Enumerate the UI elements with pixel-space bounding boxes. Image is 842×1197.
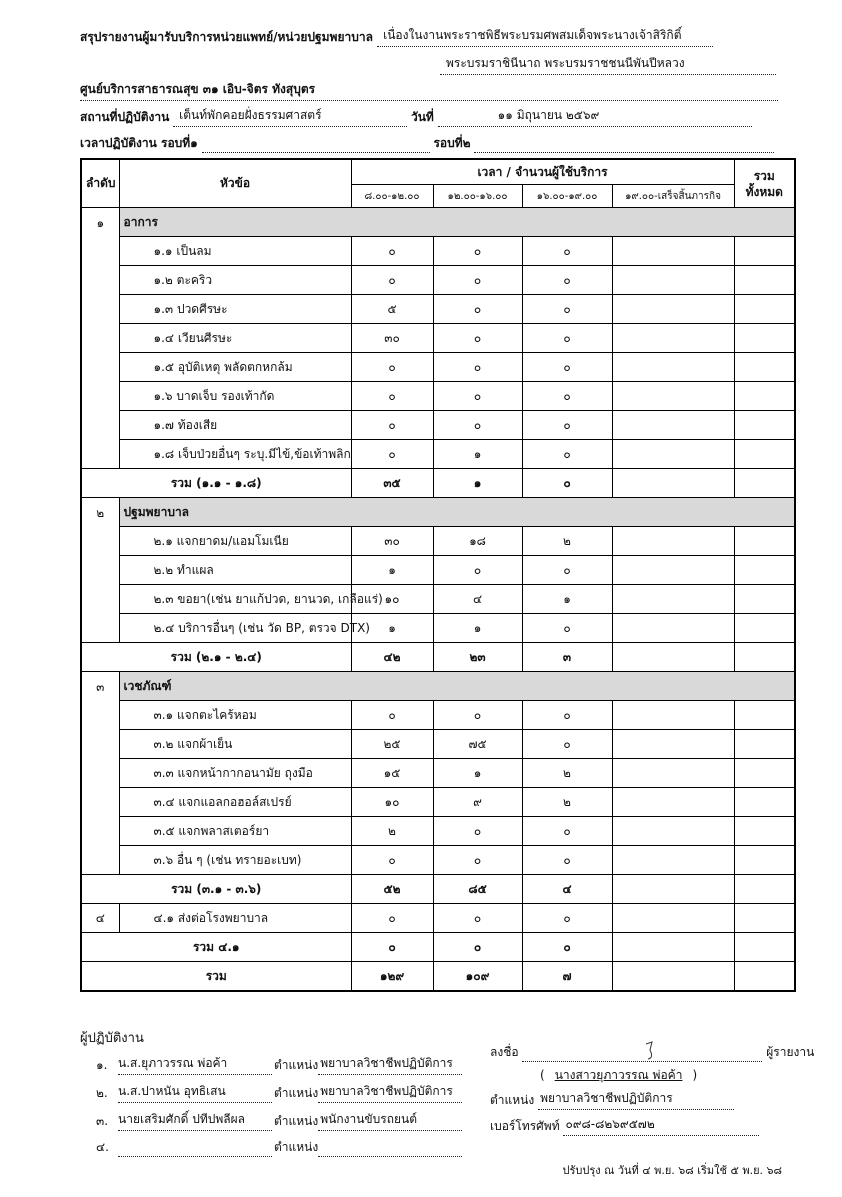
- grand-total-row: [81, 962, 795, 992]
- staff-row: [96, 1138, 462, 1157]
- signature-line: [490, 1043, 814, 1062]
- section-total-label: รวม (๒.๑ - ๒.๔): [81, 643, 351, 672]
- time-slot-header: ๑๒.๐๐-๑๖.๐๐: [433, 185, 522, 208]
- col-topic-header: หัวข้อ: [119, 159, 351, 208]
- section-total-empty: [612, 469, 734, 498]
- item-total-empty: [734, 440, 795, 469]
- event-line2: พระบรมราชินีนาถ พระบรมราชชนนีพันปีหลวง: [440, 54, 776, 75]
- section-total-empty: [734, 469, 795, 498]
- grand-total-value: ๑๐๙: [433, 962, 522, 992]
- item-value: ๐: [433, 266, 522, 295]
- section-total-value: ๑: [433, 469, 522, 498]
- item-value: ๑: [433, 759, 522, 788]
- section-total-row: [81, 933, 795, 962]
- item-label: ๔.๑ ส่งต่อโรงพยาบาล: [119, 904, 351, 933]
- item-value: ๒: [351, 817, 433, 846]
- staff-heading: ผู้ปฏิบัติงาน: [80, 1031, 144, 1046]
- staff-name: น.ส.ปาหนัน อุทธิเสน: [118, 1082, 272, 1103]
- section-total-value: ๐: [522, 469, 612, 498]
- staff-number: ๔.: [96, 1140, 109, 1154]
- item-total-empty: [734, 353, 795, 382]
- table-row: [81, 788, 795, 817]
- section-total-row: [81, 643, 795, 672]
- item-value: ๐: [522, 237, 612, 266]
- report-title: สรุปรายงานผู้มารับบริการหน่วยแพทย์/หน่วยปฐมพยาบาล: [80, 30, 373, 44]
- item-label: ๓.๖ อื่น ๆ (เช่น ทรายอะเบท): [119, 846, 351, 875]
- item-total-empty: [734, 527, 795, 556]
- center-name: ศูนย์บริการสาธารณสุข ๓๑ เอิบ-จิตร ทังสุบุตร: [80, 80, 778, 101]
- section-number: ๔: [81, 904, 119, 933]
- section-total-row: [81, 469, 795, 498]
- reporter-name: นางสาวยุภาวรรณ พ่อค้า: [554, 1068, 683, 1082]
- item-total-empty: [734, 759, 795, 788]
- round2-field: [474, 137, 774, 153]
- item-total-empty: [734, 614, 795, 643]
- item-value-empty: [612, 701, 734, 730]
- item-label: ๓.๔ แจกแอลกอฮอล์สเปรย์: [119, 788, 351, 817]
- item-value: ๐: [351, 701, 433, 730]
- item-label: ๑.๔ เวียนศีรษะ: [119, 324, 351, 353]
- section-row: [81, 208, 795, 237]
- staff-position: พยาบาลวิชาชีพปฏิบัติการ: [318, 1054, 462, 1075]
- table-row: [81, 353, 795, 382]
- section-total-row: [81, 875, 795, 904]
- staff-position-label: ตำแหน่ง: [274, 1140, 319, 1154]
- item-value-empty: [612, 788, 734, 817]
- col-no-header: ลำดับ: [81, 159, 119, 208]
- item-total-empty: [734, 730, 795, 759]
- item-total-empty: [734, 556, 795, 585]
- item-label: ๒.๑ แจกยาดม/แอมโมเนีย: [119, 527, 351, 556]
- col-time-group-header: เวลา / จำนวนผู้ใช้บริการ: [351, 159, 734, 185]
- item-label: ๑.๓ ปวดศีรษะ: [119, 295, 351, 324]
- item-value: ๙: [433, 788, 522, 817]
- staff-number: ๒.: [96, 1086, 108, 1100]
- item-value-empty: [612, 382, 734, 411]
- item-total-empty: [734, 817, 795, 846]
- reporter-position-label: ตำแหน่ง: [490, 1093, 535, 1107]
- time-slot-header: ๑๖.๐๐-๑๙.๐๐: [522, 185, 612, 208]
- table-row: [81, 324, 795, 353]
- item-label: ๑.๘ เจ็บป่วยอื่นๆ ระบุ.มีไข้,ข้อเท้าพลิก: [119, 440, 351, 469]
- section-total-label: รวม (๑.๑ - ๑.๘): [81, 469, 351, 498]
- section-total-empty: [734, 933, 795, 962]
- item-value: ๒๕: [351, 730, 433, 759]
- reporter-position: พยาบาลวิชาชีพปฏิบัติการ: [538, 1089, 734, 1110]
- item-value: ๐: [522, 266, 612, 295]
- grand-total-label: รวม: [81, 962, 351, 992]
- section-total-value: ๒๓: [433, 643, 522, 672]
- item-label: ๓.๓ แจกหน้ากากอนามัย ถุงมือ: [119, 759, 351, 788]
- item-value: ๐: [433, 556, 522, 585]
- item-value: ๐: [522, 382, 612, 411]
- item-total-empty: [734, 701, 795, 730]
- item-value: ๐: [433, 237, 522, 266]
- item-value-empty: [612, 730, 734, 759]
- item-value: ๑: [433, 440, 522, 469]
- item-value: ๐: [351, 266, 433, 295]
- section-row: [81, 498, 795, 527]
- table-row: [81, 614, 795, 643]
- table-row: [81, 701, 795, 730]
- item-value: ๔: [433, 585, 522, 614]
- signature-scribble: [642, 1040, 662, 1062]
- section-total-empty: [734, 643, 795, 672]
- section-total-empty: [612, 875, 734, 904]
- location-label: สถานที่ปฏิบัติงาน: [80, 110, 170, 124]
- item-label: ๒.๓ ขอยา(เช่น ยาแก้ปวด, ยานวด, เกลือแร่): [119, 585, 351, 614]
- item-value: ๐: [351, 382, 433, 411]
- item-value: ๒: [522, 788, 612, 817]
- section-total-empty: [734, 875, 795, 904]
- table-row: [81, 730, 795, 759]
- item-total-empty: [734, 324, 795, 353]
- item-value-empty: [612, 411, 734, 440]
- item-value-empty: [612, 904, 734, 933]
- table-row: [81, 237, 795, 266]
- grand-total-empty: [612, 962, 734, 992]
- item-value: ๐: [351, 353, 433, 382]
- section-title: อาการ: [119, 208, 795, 237]
- item-value-empty: [612, 846, 734, 875]
- item-total-empty: [734, 295, 795, 324]
- signature-field: [522, 1046, 762, 1062]
- item-value: ๐: [522, 846, 612, 875]
- staff-name: นายเสริมศักดิ์ ปทีปพลีผล: [118, 1110, 272, 1131]
- grand-total-value: ๗: [522, 962, 612, 992]
- item-value: ๐: [433, 701, 522, 730]
- table-row: [81, 440, 795, 469]
- table-row: [81, 382, 795, 411]
- reporter-label: ผู้รายงาน: [766, 1045, 815, 1059]
- section-total-empty: [612, 933, 734, 962]
- section-title: เวชภัณฑ์: [119, 672, 795, 701]
- item-label: ๑.๗ ท้องเสีย: [119, 411, 351, 440]
- staff-row: [96, 1110, 462, 1131]
- item-value-empty: [612, 353, 734, 382]
- item-value: ๐: [433, 353, 522, 382]
- section-total-value: ๐: [522, 933, 612, 962]
- section-number: ๑: [81, 208, 119, 469]
- revision-note: ปรับปรุง ณ วันที่ ๔ พ.ย. ๖๘ เริ่มใช้ ๕ พ.ย. ๖๘: [562, 1164, 782, 1177]
- staff-name: [118, 1155, 272, 1157]
- item-value: ๐: [522, 295, 612, 324]
- item-label: ๒.๔ บริการอื่นๆ (เช่น วัด BP, ตรวจ DTX): [119, 614, 351, 643]
- item-label: ๑.๖ บาดเจ็บ รองเท้ากัด: [119, 382, 351, 411]
- staff-position-label: ตำแหน่ง: [274, 1114, 319, 1128]
- item-value: ๐: [433, 295, 522, 324]
- item-value: ๐: [522, 440, 612, 469]
- item-label: ๑.๒ ตะคริว: [119, 266, 351, 295]
- reporter-name-line: ( นางสาวยุภาวรรณ พ่อค้า ): [540, 1066, 697, 1085]
- section-total-empty: [612, 643, 734, 672]
- service-table: [80, 158, 796, 992]
- item-value: ๐: [522, 324, 612, 353]
- item-value: ๐: [433, 382, 522, 411]
- item-total-empty: [734, 846, 795, 875]
- item-label: ๓.๕ แจกพลาสเตอร์ยา: [119, 817, 351, 846]
- item-value: ๐: [522, 701, 612, 730]
- item-value: ๓๐: [351, 527, 433, 556]
- section-total-value: ๐: [433, 933, 522, 962]
- item-value: ๐: [522, 411, 612, 440]
- item-value: ๐: [351, 846, 433, 875]
- grand-total-value: ๑๒๙: [351, 962, 433, 992]
- section-number: ๒: [81, 498, 119, 643]
- phone-value: ๐๙๘-๘๒๖๙๕๗๒: [563, 1115, 759, 1136]
- table-row: [81, 846, 795, 875]
- item-value: ๑๐: [351, 788, 433, 817]
- item-value: ๑๐: [351, 585, 433, 614]
- section-total-value: ๕๒: [351, 875, 433, 904]
- item-value-empty: [612, 556, 734, 585]
- section-total-label: รวม (๓.๑ - ๓.๖): [81, 875, 351, 904]
- table-row: [81, 411, 795, 440]
- item-total-empty: [734, 585, 795, 614]
- item-total-empty: [734, 237, 795, 266]
- item-value-empty: [612, 440, 734, 469]
- item-value: ๐: [522, 730, 612, 759]
- item-value: ๐: [522, 556, 612, 585]
- item-value-empty: [612, 324, 734, 353]
- item-total-empty: [734, 411, 795, 440]
- location-value: เต็นท์พักคอยฝั่งธรรมศาสตร์: [173, 106, 407, 127]
- sign-label: ลงชื่อ: [490, 1045, 519, 1059]
- date-label: วันที่: [410, 110, 434, 124]
- item-value-empty: [612, 614, 734, 643]
- item-value-empty: [612, 266, 734, 295]
- item-value: ๑: [433, 614, 522, 643]
- item-value: ๒: [522, 759, 612, 788]
- staff-position: [318, 1155, 462, 1157]
- item-label: ๒.๒ ทำแผล: [119, 556, 351, 585]
- section-total-value: ๓: [522, 643, 612, 672]
- staff-position-label: ตำแหน่ง: [274, 1058, 319, 1072]
- table-row: [81, 904, 795, 933]
- date-value: ๑๑ มิถุนายน ๒๕๖๙: [438, 106, 752, 127]
- time-label: เวลาปฏิบัติงาน รอบที่๑: [80, 136, 198, 150]
- item-value: ๐: [433, 817, 522, 846]
- table-row: [81, 527, 795, 556]
- report-header: [80, 26, 713, 47]
- item-total-empty: [734, 788, 795, 817]
- item-value: ๒: [522, 527, 612, 556]
- grand-total-empty: [734, 962, 795, 992]
- section-total-value: ๓๕: [351, 469, 433, 498]
- section-total-label: รวม ๔.๑: [81, 933, 351, 962]
- item-label: ๑.๑ เป็นลม: [119, 237, 351, 266]
- item-value: ๑: [351, 556, 433, 585]
- item-value: ๐: [522, 614, 612, 643]
- item-value-empty: [612, 817, 734, 846]
- item-label: ๓.๑ แจกตะไคร้หอม: [119, 701, 351, 730]
- item-value-empty: [612, 585, 734, 614]
- item-value: ๐: [522, 904, 612, 933]
- item-value: ๗๕: [433, 730, 522, 759]
- item-value: ๑: [522, 585, 612, 614]
- item-value: ๐: [522, 817, 612, 846]
- table-row: [81, 266, 795, 295]
- item-value: ๓๐: [351, 324, 433, 353]
- event-line1: เนื่องในงานพระราชพิธีพระบรมศพสมเด็จพระนางเจ้าสิริกิติ์: [377, 26, 713, 47]
- item-label: ๓.๒ แจกผ้าเย็น: [119, 730, 351, 759]
- staff-number: ๑.: [96, 1058, 108, 1072]
- staff-name: น.ส.ยุภาวรรณ พ่อค้า: [118, 1054, 272, 1075]
- table-row: [81, 295, 795, 324]
- table-row: [81, 759, 795, 788]
- item-value: ๐: [522, 353, 612, 382]
- section-total-value: ๘๕: [433, 875, 522, 904]
- time-slot-header: ๑๙.๐๐-เสร็จสิ้นภารกิจ: [612, 185, 734, 208]
- staff-number: ๓.: [96, 1114, 109, 1128]
- item-total-empty: [734, 266, 795, 295]
- round1-field: [202, 137, 430, 153]
- item-total-empty: [734, 904, 795, 933]
- item-value: ๑: [351, 614, 433, 643]
- item-value: ๐: [433, 324, 522, 353]
- item-label: ๑.๕ อุบัติเหตุ พลัดตกหกล้ม: [119, 353, 351, 382]
- item-value: ๑๕: [351, 759, 433, 788]
- item-value: ๐: [351, 237, 433, 266]
- section-row: [81, 672, 795, 701]
- item-value-empty: [612, 295, 734, 324]
- phone-label: เบอร์โทรศัพท์: [490, 1119, 560, 1133]
- staff-position: พยาบาลวิชาชีพปฏิบัติการ: [318, 1082, 462, 1103]
- section-total-value: ๐: [351, 933, 433, 962]
- item-value: ๐: [351, 904, 433, 933]
- table-row: [81, 817, 795, 846]
- item-value-empty: [612, 759, 734, 788]
- round2-label: รอบที่๒: [433, 136, 471, 150]
- item-value-empty: [612, 237, 734, 266]
- item-value: ๐: [433, 411, 522, 440]
- item-total-empty: [734, 382, 795, 411]
- item-value: ๕: [351, 295, 433, 324]
- col-total-header: รวม ทั้งหมด: [734, 159, 795, 208]
- staff-row: [96, 1082, 462, 1103]
- staff-position-label: ตำแหน่ง: [274, 1086, 319, 1100]
- table-row: [81, 585, 795, 614]
- item-value: ๐: [433, 904, 522, 933]
- item-value: ๐: [351, 411, 433, 440]
- section-total-value: ๔: [522, 875, 612, 904]
- section-title: ปฐมพยาบาล: [119, 498, 795, 527]
- time-slot-header: ๘.๐๐-๑๒.๐๐: [351, 185, 433, 208]
- table-row: [81, 556, 795, 585]
- section-total-value: ๔๒: [351, 643, 433, 672]
- item-value: ๐: [351, 440, 433, 469]
- item-value: ๑๘: [433, 527, 522, 556]
- item-value: ๐: [433, 846, 522, 875]
- section-number: ๓: [81, 672, 119, 875]
- staff-row: [96, 1054, 462, 1075]
- staff-position: พนักงานขับรถยนต์: [318, 1110, 462, 1131]
- item-value-empty: [612, 527, 734, 556]
